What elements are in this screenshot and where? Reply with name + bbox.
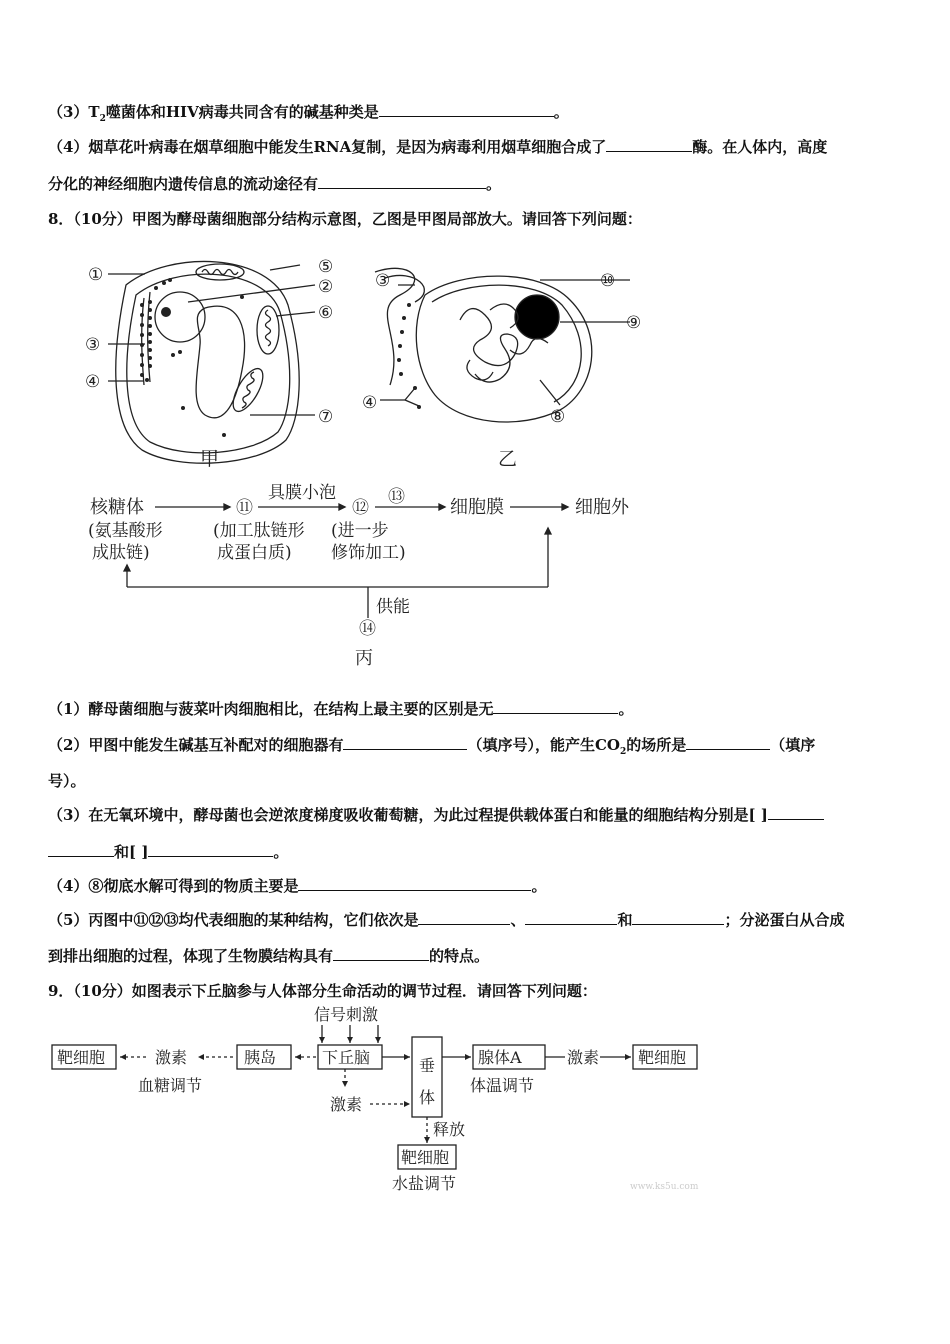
answer-blank[interactable]	[632, 910, 724, 925]
q8-part2-line2: 号）。	[48, 772, 86, 790]
flow-outside: 细胞外	[575, 497, 629, 518]
label-7: ⑦	[318, 407, 334, 427]
label-yi: 乙	[498, 448, 518, 470]
answer-blank[interactable]	[48, 842, 114, 857]
answer-blank[interactable]	[333, 946, 429, 961]
q9-figure	[40, 1005, 720, 1200]
label-6: ⑥	[318, 303, 334, 323]
nuclear-envelope	[416, 276, 592, 422]
q8-part2: （2）甲图中能发生碱基互补配对的细胞器有 （填序号），能产生$CO_2$的场所是 （填序	[48, 736, 816, 757]
label-bing: 丙	[355, 648, 373, 669]
svg-text:垂: 垂	[419, 1056, 436, 1075]
flow-11: ⑪	[236, 498, 253, 518]
answer-blank[interactable]	[768, 805, 824, 820]
svg-text:成蛋白质): 成蛋白质)	[217, 543, 292, 563]
q7-part3: $(3)T_2$噬菌体和HIV病毒共同含有的碱基种类是 。	[48, 103, 569, 124]
label-5: ⑤	[318, 257, 334, 277]
flow-13: ⑬	[388, 487, 405, 507]
answer-blank[interactable]	[606, 137, 692, 152]
label-jia: 甲	[200, 448, 220, 470]
label-water-salt: 水盐调节	[392, 1174, 457, 1193]
flow-ribosome: 核糖体	[90, 497, 144, 518]
label-target-right: 靶细胞	[638, 1048, 687, 1067]
label-gland-a: 腺体A	[478, 1048, 522, 1067]
svg-text:成肽链): 成肽链)	[92, 543, 150, 563]
answer-blank[interactable]	[298, 876, 531, 891]
q8-part5: （5）丙图中⑪⑫⑬均代表细胞的某种结构，它们依次是 、 和 ；分泌蛋白从合成	[48, 911, 845, 929]
flow-12: ⑫	[352, 498, 369, 518]
answer-blank[interactable]	[379, 102, 554, 117]
label-4: ④	[85, 372, 101, 392]
q8-part1: （1）酵母菌细胞与菠菜叶肉细胞相比，在结构上最主要的区别是无 。	[48, 700, 634, 718]
answer-blank[interactable]	[418, 910, 510, 925]
label-signal: 信号刺激	[314, 1005, 379, 1024]
label-8: ⑧	[550, 407, 566, 427]
q9-stem: 9．（10分）如图表示下丘脑参与人体部分生命活动的调节过程．请回答下列问题：	[48, 982, 597, 1000]
q8-stem: 8．（10分）甲图为酵母菌细胞部分结构示意图，乙图是甲图局部放大。请回答下列问题：	[48, 210, 642, 228]
label-blood-sugar: 血糖调节	[138, 1076, 203, 1095]
q8-figure	[70, 250, 690, 680]
svg-text:(进一步: (进一步	[331, 521, 389, 541]
nucleolus-small	[161, 307, 171, 317]
label-10: ⑩	[600, 271, 616, 291]
q7-part4: （4）烟草花叶病毒在烟草细胞中能发生RNA复制，是因为病毒利用烟草细胞合成了 酶。在人体内，高度	[48, 138, 828, 156]
label-3b: ③	[375, 271, 391, 291]
answer-blank[interactable]	[493, 699, 618, 714]
svg-text:(氨基酸形: (氨基酸形	[88, 521, 163, 541]
svg-text:(加工肽链形: (加工肽链形	[213, 521, 305, 541]
label-1: ①	[88, 265, 104, 285]
q8-part5-line2: 到排出细胞的过程，体现了生物膜结构具有 的特点。	[48, 947, 490, 965]
vacuole	[196, 306, 245, 418]
label-target-left: 靶细胞	[57, 1048, 106, 1067]
label-target-bottom: 靶细胞	[401, 1148, 450, 1167]
label-2: ②	[318, 277, 334, 297]
svg-text:修饰加工): 修饰加工)	[331, 543, 406, 563]
label-9: ⑨	[626, 313, 642, 333]
label-hormone-left: 激素	[155, 1048, 188, 1067]
label-temp: 体温调节	[470, 1076, 535, 1095]
label-3: ③	[85, 335, 101, 355]
answer-blank[interactable]	[343, 735, 467, 750]
label-hormone-right: 激素	[567, 1048, 600, 1067]
label-hormone-mid: 激素	[330, 1095, 363, 1114]
q7-part4-line2: 分化的神经细胞内遗传信息的流动途径有 。	[48, 175, 502, 193]
label-islet: 胰岛	[244, 1048, 277, 1067]
watermark: www.ks5u.com	[630, 1182, 699, 1192]
q8-part4: （4）⑧彻底水解可得到的物质主要是 。	[48, 877, 547, 895]
answer-blank[interactable]	[525, 910, 617, 925]
label-hypothalamus: 下丘脑	[322, 1048, 371, 1067]
label-release: 释放	[433, 1120, 466, 1139]
flow-energy: 供能	[376, 597, 410, 617]
q8-part3: （3）在无氧环境中，酵母菌也会逆浓度梯度吸收葡萄糖，为此过程提供载体蛋白和能量的细胞结构分别是[ ]	[48, 805, 908, 825]
answer-blank[interactable]	[318, 174, 486, 189]
flow-vesicle: 具膜小泡	[268, 483, 336, 503]
answer-blank[interactable]	[686, 735, 770, 750]
answer-blank[interactable]	[148, 842, 273, 857]
label-4b: ④	[362, 393, 378, 413]
nucleolus	[515, 295, 559, 339]
flow-14: ⑭	[359, 619, 376, 639]
svg-text:体: 体	[419, 1088, 436, 1107]
cell-wall	[116, 261, 299, 463]
flow-membrane: 细胞膜	[450, 497, 504, 518]
q8-part3-line2: 和[ ] 。	[48, 842, 908, 862]
mitochondrion-right	[257, 306, 279, 354]
